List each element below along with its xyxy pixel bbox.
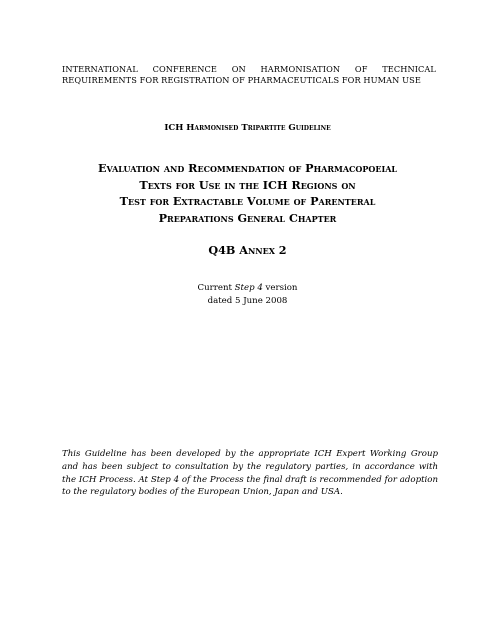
version-line	[0, 282, 495, 295]
version-step: Step 4	[234, 283, 263, 293]
guideline-type: ICH Harmonised Tripartite Guideline	[164, 123, 331, 133]
annex-label: Q4B Annex 2	[208, 243, 287, 257]
version-suffix: version	[262, 283, 298, 293]
version-date: dated 5 June 2008	[207, 295, 288, 306]
title-line: Test for Extractable Volume of Parenteral	[119, 194, 376, 208]
organization-line-2: REQUIREMENTS FOR REGISTRATION OF PHARMACEUTICALS FOR HUMAN USE	[62, 75, 421, 85]
guideline-note: This Guideline has been developed by the appropriate ICH Expert Working Group and has been subject to consultation by the regulatory parties, in accordance with the ICH Process. At Step 4 of the Process the final draft is recommended for adoption to the regulatory bodies of the European Union, Japan and USA.	[62, 449, 438, 498]
title-line: Texts for Use in the ICH Regions on	[139, 177, 356, 192]
org-word: INTERNATIONAL	[62, 64, 138, 74]
title-line: Evaluation and Recommendation of Pharmacopoeial	[97, 161, 398, 175]
org-word: HARMONISATION	[260, 64, 341, 74]
organization-header	[62, 64, 436, 86]
org-word: CONFERENCE	[152, 64, 217, 74]
document-title	[0, 160, 495, 226]
organization-line-1	[62, 64, 436, 75]
version-prefix: Current	[197, 283, 235, 293]
title-line: Preparations General Chapter	[158, 210, 337, 225]
version-info	[0, 282, 495, 307]
org-word: TECHNICAL	[382, 64, 436, 74]
org-word: OF	[354, 64, 368, 74]
org-word: ON	[231, 64, 246, 74]
